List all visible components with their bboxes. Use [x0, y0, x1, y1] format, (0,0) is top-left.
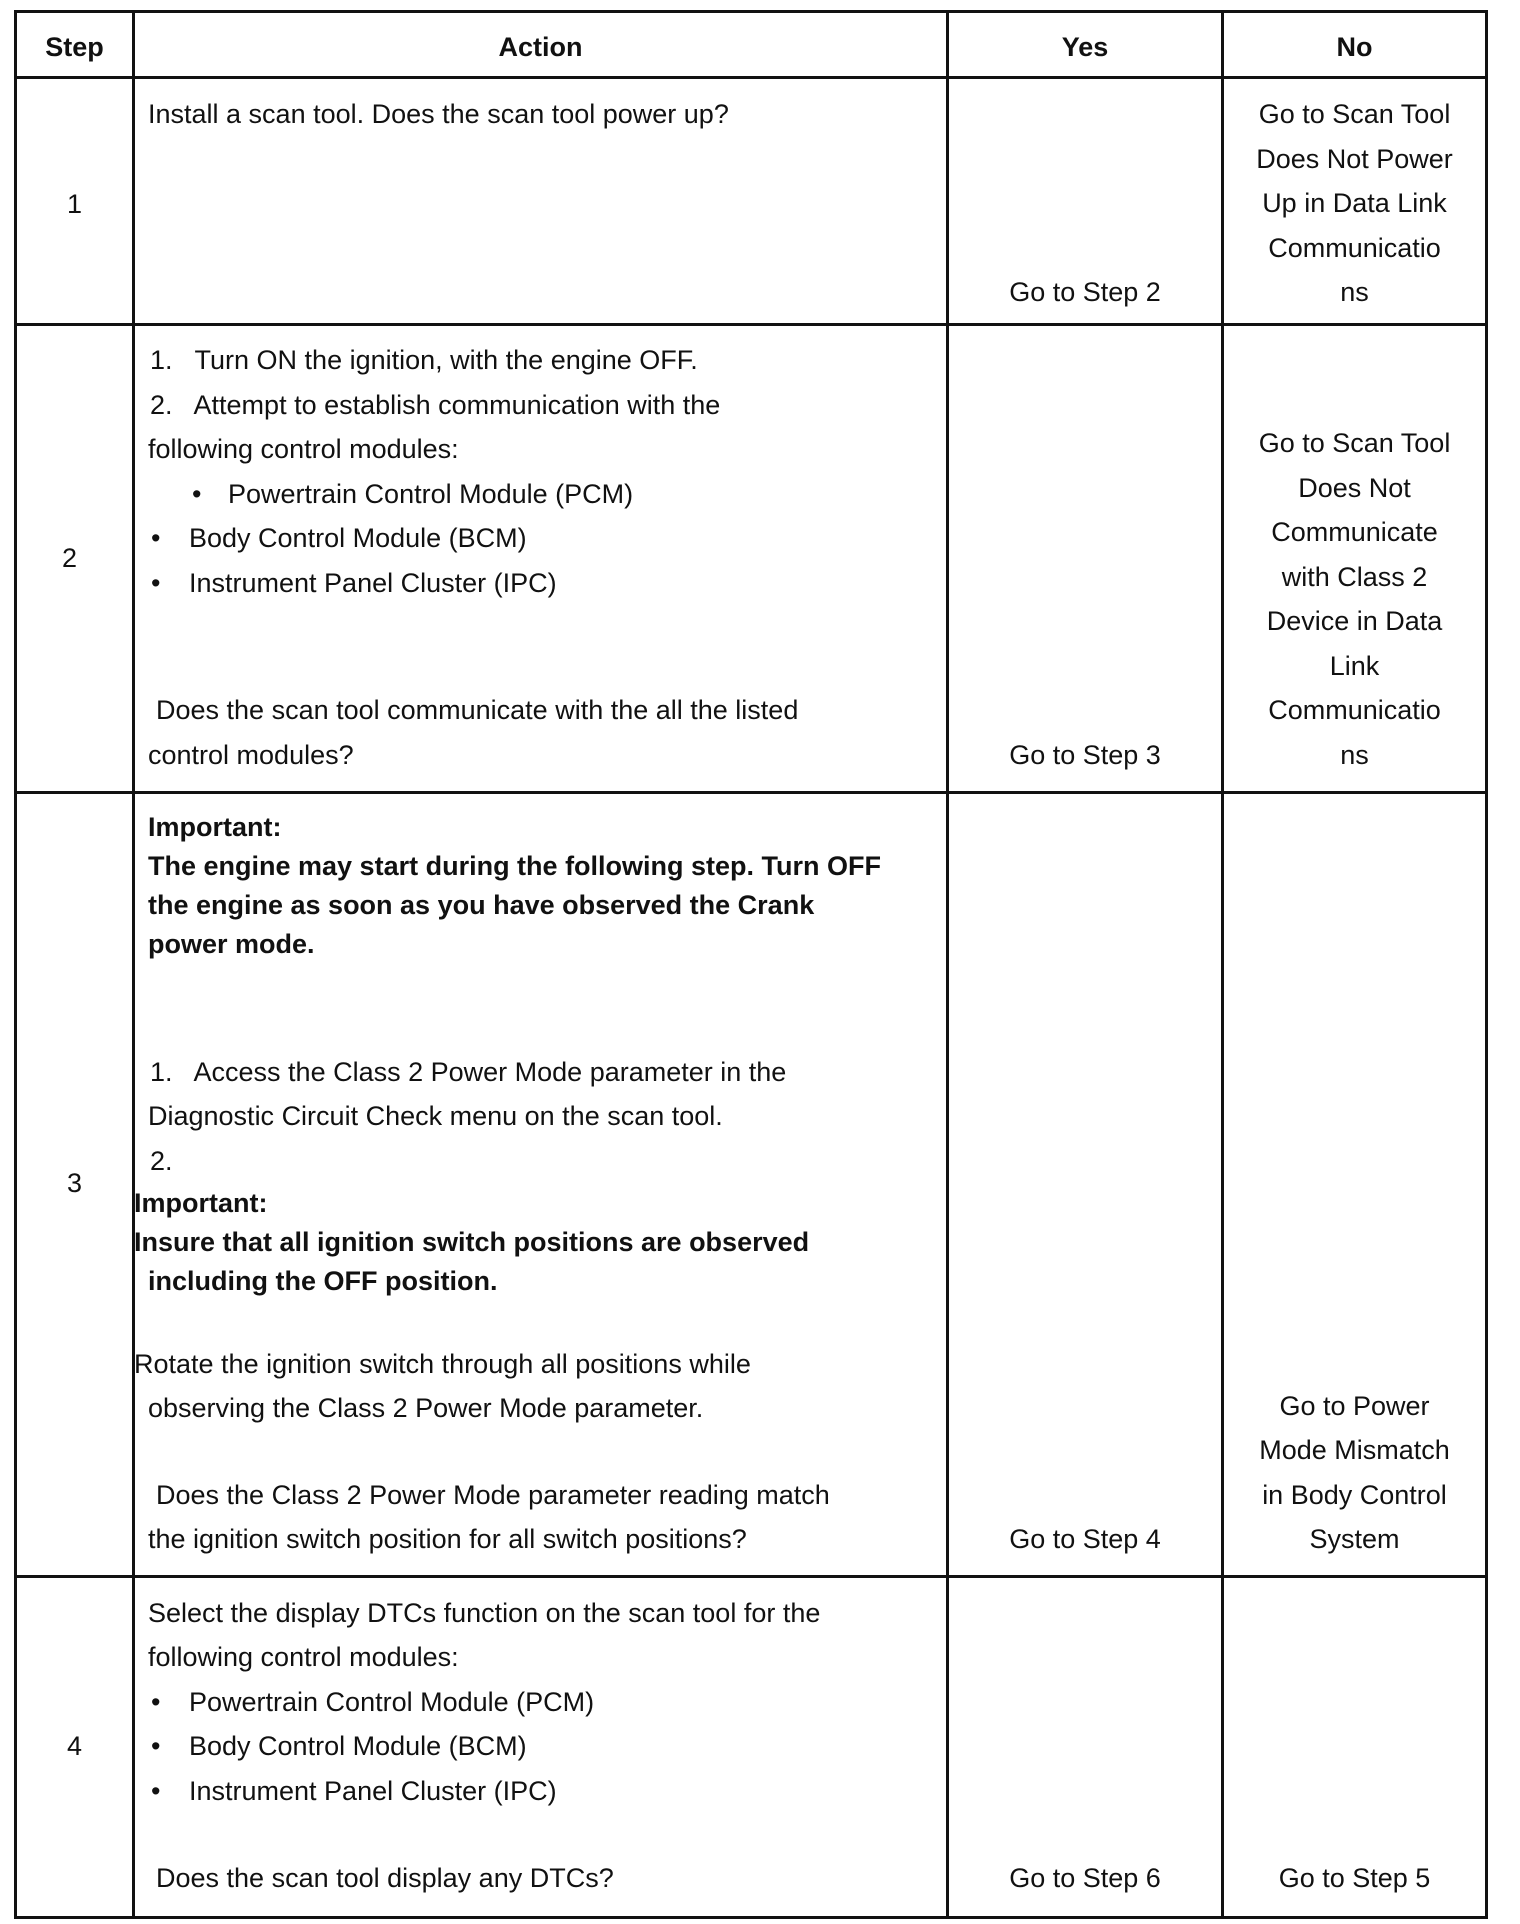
action-text: following control modules: [148, 1642, 459, 1672]
action-text: following control modules: [148, 434, 459, 464]
action-text: Install a scan tool. Does the scan tool power up? [148, 99, 729, 129]
bullet-item: Instrument Panel Cluster (IPC) [189, 1776, 557, 1806]
table-border-top [14, 10, 1488, 13]
table-border-right [1485, 10, 1488, 1919]
bullet-item: Powertrain Control Module (PCM) [189, 1687, 595, 1717]
row-divider [14, 323, 1488, 326]
step-number: 3 [66, 1168, 83, 1198]
action-question: Does the scan tool communicate with the all the listed [156, 695, 799, 725]
important-note: Insure that all ignition switch positions are observed [134, 1227, 810, 1257]
action-list-item: 2. [150, 1146, 173, 1176]
no-result-line: ns [1340, 277, 1369, 307]
action-question: control modules? [148, 740, 354, 770]
header-step: Step [45, 32, 104, 62]
bullet-icon: • [151, 1731, 161, 1761]
no-result-line: Go to Scan Tool [1258, 428, 1451, 458]
no-result-line: with Class 2 [1281, 562, 1428, 592]
yes-result: Go to Step 3 [1009, 740, 1161, 770]
action-question: Does the scan tool display any DTCs? [156, 1863, 614, 1893]
action-text: Rotate the ignition switch through all positions while [134, 1349, 751, 1379]
no-result-line: Device in Data [1266, 606, 1443, 636]
no-result-line: System [1309, 1524, 1400, 1554]
action-text: Select the display DTCs function on the scan tool for the [148, 1598, 821, 1628]
action-list-item: 1. Turn ON the ignition, with the engine OFF. [150, 345, 698, 375]
important-note: power mode. [148, 929, 315, 959]
important-note: including the OFF position. [148, 1266, 498, 1296]
no-result-line: Communicate [1271, 517, 1438, 547]
column-divider [132, 10, 135, 1919]
no-result-line: Does Not [1298, 473, 1411, 503]
no-result-line: Up in Data Link [1262, 188, 1447, 218]
action-question: the ignition switch position for all switch positions? [148, 1524, 747, 1554]
step-number: 4 [66, 1731, 83, 1761]
action-question: Does the Class 2 Power Mode parameter reading match [156, 1480, 830, 1510]
header-action: Action [498, 32, 583, 62]
no-result-line: Go to Scan Tool [1258, 99, 1451, 129]
row-divider [14, 791, 1488, 794]
table-border-bottom [14, 1916, 1488, 1919]
step-number: 1 [66, 189, 83, 219]
header-no: No [1336, 32, 1373, 62]
no-result-line: Communicatio [1268, 233, 1441, 263]
no-result-line: Go to Power [1279, 1391, 1430, 1421]
important-note: The engine may start during the following step. Turn OFF [148, 851, 882, 881]
action-text: Diagnostic Circuit Check menu on the scan tool. [148, 1101, 723, 1131]
important-label: Important: [148, 812, 282, 842]
action-list-item: 2. Attempt to establish communication with the [150, 390, 721, 420]
bullet-item: Powertrain Control Module (PCM) [228, 479, 634, 509]
action-text: observing the Class 2 Power Mode parameter. [148, 1393, 704, 1423]
bullet-item: Body Control Module (BCM) [189, 523, 527, 553]
table-border-left [14, 10, 17, 1919]
no-result-line: ns [1340, 740, 1369, 770]
yes-result: Go to Step 4 [1009, 1524, 1161, 1554]
bullet-item: Body Control Module (BCM) [189, 1731, 527, 1761]
yes-result: Go to Step 2 [1009, 277, 1161, 307]
bullet-icon: • [151, 568, 161, 598]
step-number: 2 [61, 543, 78, 573]
bullet-icon: • [151, 523, 161, 553]
yes-result: Go to Step 6 [1009, 1863, 1161, 1893]
no-result-line: Mode Mismatch [1259, 1435, 1450, 1465]
bullet-item: Instrument Panel Cluster (IPC) [189, 568, 557, 598]
no-result-line: Does Not Power [1256, 144, 1453, 174]
no-result-line: in Body Control [1262, 1480, 1447, 1510]
no-result-line: Communicatio [1268, 695, 1441, 725]
no-result-line: Link [1329, 651, 1380, 681]
action-list-item: 1. Access the Class 2 Power Mode parameter in the [150, 1057, 787, 1087]
row-divider [14, 1575, 1488, 1578]
header-divider [14, 76, 1488, 79]
important-label: Important: [134, 1188, 268, 1218]
bullet-icon: • [151, 1776, 161, 1806]
no-result-line: Go to Step 5 [1278, 1863, 1431, 1893]
important-note: the engine as soon as you have observed the Crank [148, 890, 815, 920]
header-yes: Yes [1061, 32, 1109, 62]
bullet-icon: • [151, 1687, 161, 1717]
bullet-icon: • [192, 479, 202, 509]
